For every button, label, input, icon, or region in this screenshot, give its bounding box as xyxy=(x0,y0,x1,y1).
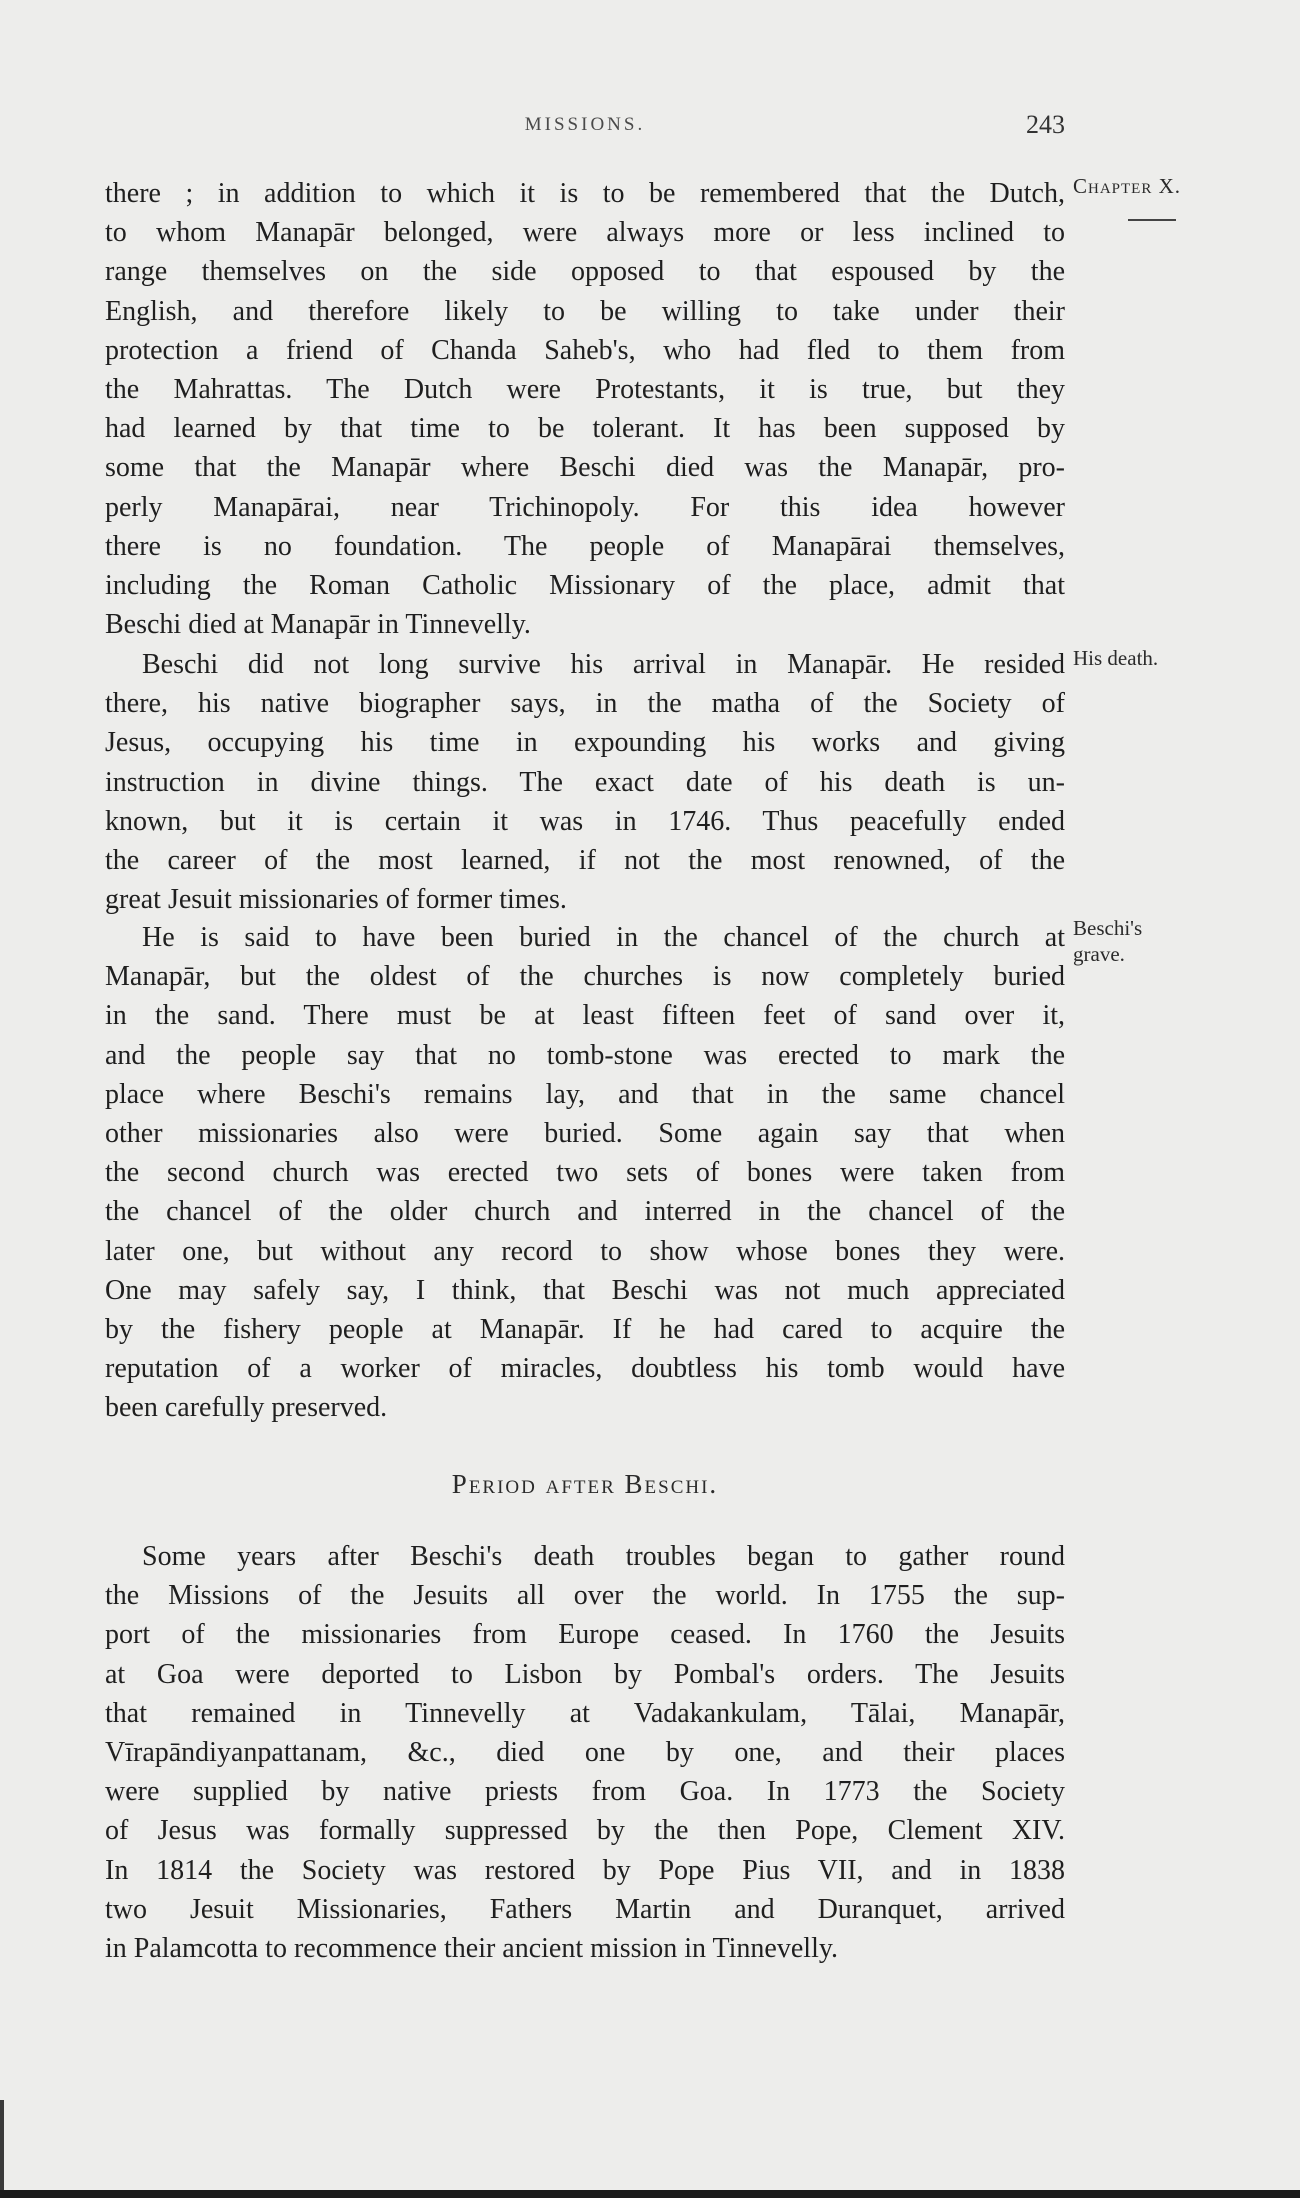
text-line: had learned by that time to be tolerant. It has been supposed by xyxy=(105,413,1065,445)
text-line: in the sand. There must be at least fifteen feet of sand over it, xyxy=(105,1000,1065,1032)
scan-bottom-edge xyxy=(0,2190,1300,2198)
text-line: Some years after Beschi's death troubles began to gather round xyxy=(142,1541,1065,1572)
text-line: to whom Manapār belonged, were always more or less inclined to xyxy=(105,217,1065,249)
paragraph-4 xyxy=(105,1537,1065,1968)
text-line: were supplied by native priests from Goa. In 1773 the Society xyxy=(105,1776,1065,1808)
text-line: He is said to have been buried in the chancel of the church at xyxy=(142,922,1065,953)
margin-note-beschis-grave-line1: Beschi's xyxy=(1073,916,1143,940)
text-line: two Jesuit Missionaries, Fathers Martin and Duranquet, arrived xyxy=(105,1893,1065,1925)
text-line: protection a friend of Chanda Saheb's, who had fled to them from xyxy=(105,334,1065,366)
text-line: there, his native biographer says, in the matha of the Society of xyxy=(105,688,1065,720)
text-line: Jesus, occupying his time in expounding his works and giving xyxy=(105,727,1065,759)
margin-note-chapter-text: Chapter X. xyxy=(1073,174,1182,198)
text-line: Beschi did not long survive his arrival in Manapār. He resided xyxy=(142,649,1065,680)
text-line: by the fishery people at Manapār. If he had cared to acquire the xyxy=(105,1313,1065,1345)
page-number: 243 xyxy=(1026,110,1065,139)
text-line: Manapār, but the oldest of the churches is now completely buried xyxy=(105,961,1065,993)
text-line: instruction in divine things. The exact date of his death is un- xyxy=(105,766,1065,798)
running-head xyxy=(105,108,1065,142)
margin-note-beschis-grave xyxy=(1073,915,1142,967)
text-line: perly Manapārai, near Trichinopoly. For this idea however xyxy=(105,491,1065,523)
running-title: MISSIONS. xyxy=(524,114,646,135)
text-line: the career of the most learned, if not the most renowned, of the xyxy=(105,844,1065,876)
text-line: the second church was erected two sets of bones were taken from xyxy=(105,1157,1065,1189)
text-line: some that the Manapār where Beschi died was the Manapār, pro- xyxy=(105,452,1065,484)
paragraph-3 xyxy=(105,918,1065,1427)
text-line: been carefully preserved. xyxy=(105,1392,388,1424)
text-line: Vīrapāndiyanpattanam, &c., died one by one, and their places xyxy=(105,1736,1065,1768)
text-line: there is no foundation. The people of Manapārai themselves, xyxy=(105,530,1065,562)
text-line: English, and therefore likely to be willing to take under their xyxy=(105,295,1065,327)
text-line: Beschi died at Manapār in Tinnevelly. xyxy=(105,609,531,641)
text-line: the chancel of the older church and interred in the chancel of the xyxy=(105,1196,1065,1228)
scan-edge-mark xyxy=(0,2100,4,2190)
margin-note-his-death-text: His death. xyxy=(1073,646,1159,670)
text-line: place where Beschi's remains lay, and that in the same chancel xyxy=(105,1078,1065,1110)
text-line: there ; in addition to which it is to be remembered that the Dutch, xyxy=(105,178,1065,209)
paragraph-2 xyxy=(105,645,1065,919)
text-line: including the Roman Catholic Missionary of the place, admit that xyxy=(105,569,1065,601)
text-line: in Palamcotta to recommence their ancient mission in Tinnevelly. xyxy=(105,1932,839,1964)
text-line: at Goa were deported to Lisbon by Pombal's orders. The Jesuits xyxy=(105,1658,1065,1690)
text-line: other missionaries also were buried. Some again say that when xyxy=(105,1117,1065,1149)
margin-note-chapter xyxy=(1073,173,1181,199)
text-line: and the people say that no tomb-stone was erected to mark the xyxy=(105,1039,1065,1071)
text-line: of Jesus was formally suppressed by the then Pope, Clement XIV. xyxy=(105,1815,1065,1847)
text-line: In 1814 the Society was restored by Pope Pius VII, and in 1838 xyxy=(105,1854,1065,1886)
text-line: great Jesuit missionaries of former times. xyxy=(105,884,567,916)
margin-note-rule xyxy=(1128,219,1176,221)
section-heading: Period after Beschi. xyxy=(451,1469,719,1499)
paragraph-1 xyxy=(105,174,1065,644)
margin-note-his-death xyxy=(1073,645,1158,671)
text-line: known, but it is certain it was in 1746. Thus peacefully ended xyxy=(105,805,1065,837)
text-line: later one, but without any record to show whose bones they were. xyxy=(105,1235,1065,1267)
text-line: range themselves on the side opposed to that espoused by the xyxy=(105,256,1065,288)
text-line: reputation of a worker of miracles, doubtless his tomb would have xyxy=(105,1353,1065,1385)
text-line: port of the missionaries from Europe ceased. In 1760 the Jesuits xyxy=(105,1619,1065,1651)
text-line: the Missions of the Jesuits all over the world. In 1755 the sup- xyxy=(105,1580,1065,1612)
margin-note-beschis-grave-line2: grave. xyxy=(1073,942,1125,966)
text-line: the Mahrattas. The Dutch were Protestants, it is true, but they xyxy=(105,373,1065,405)
text-line: One may safely say, I think, that Beschi was not much appreciated xyxy=(105,1274,1065,1306)
text-line: that remained in Tinnevelly at Vadakankulam, Tālai, Manapār, xyxy=(105,1697,1065,1729)
